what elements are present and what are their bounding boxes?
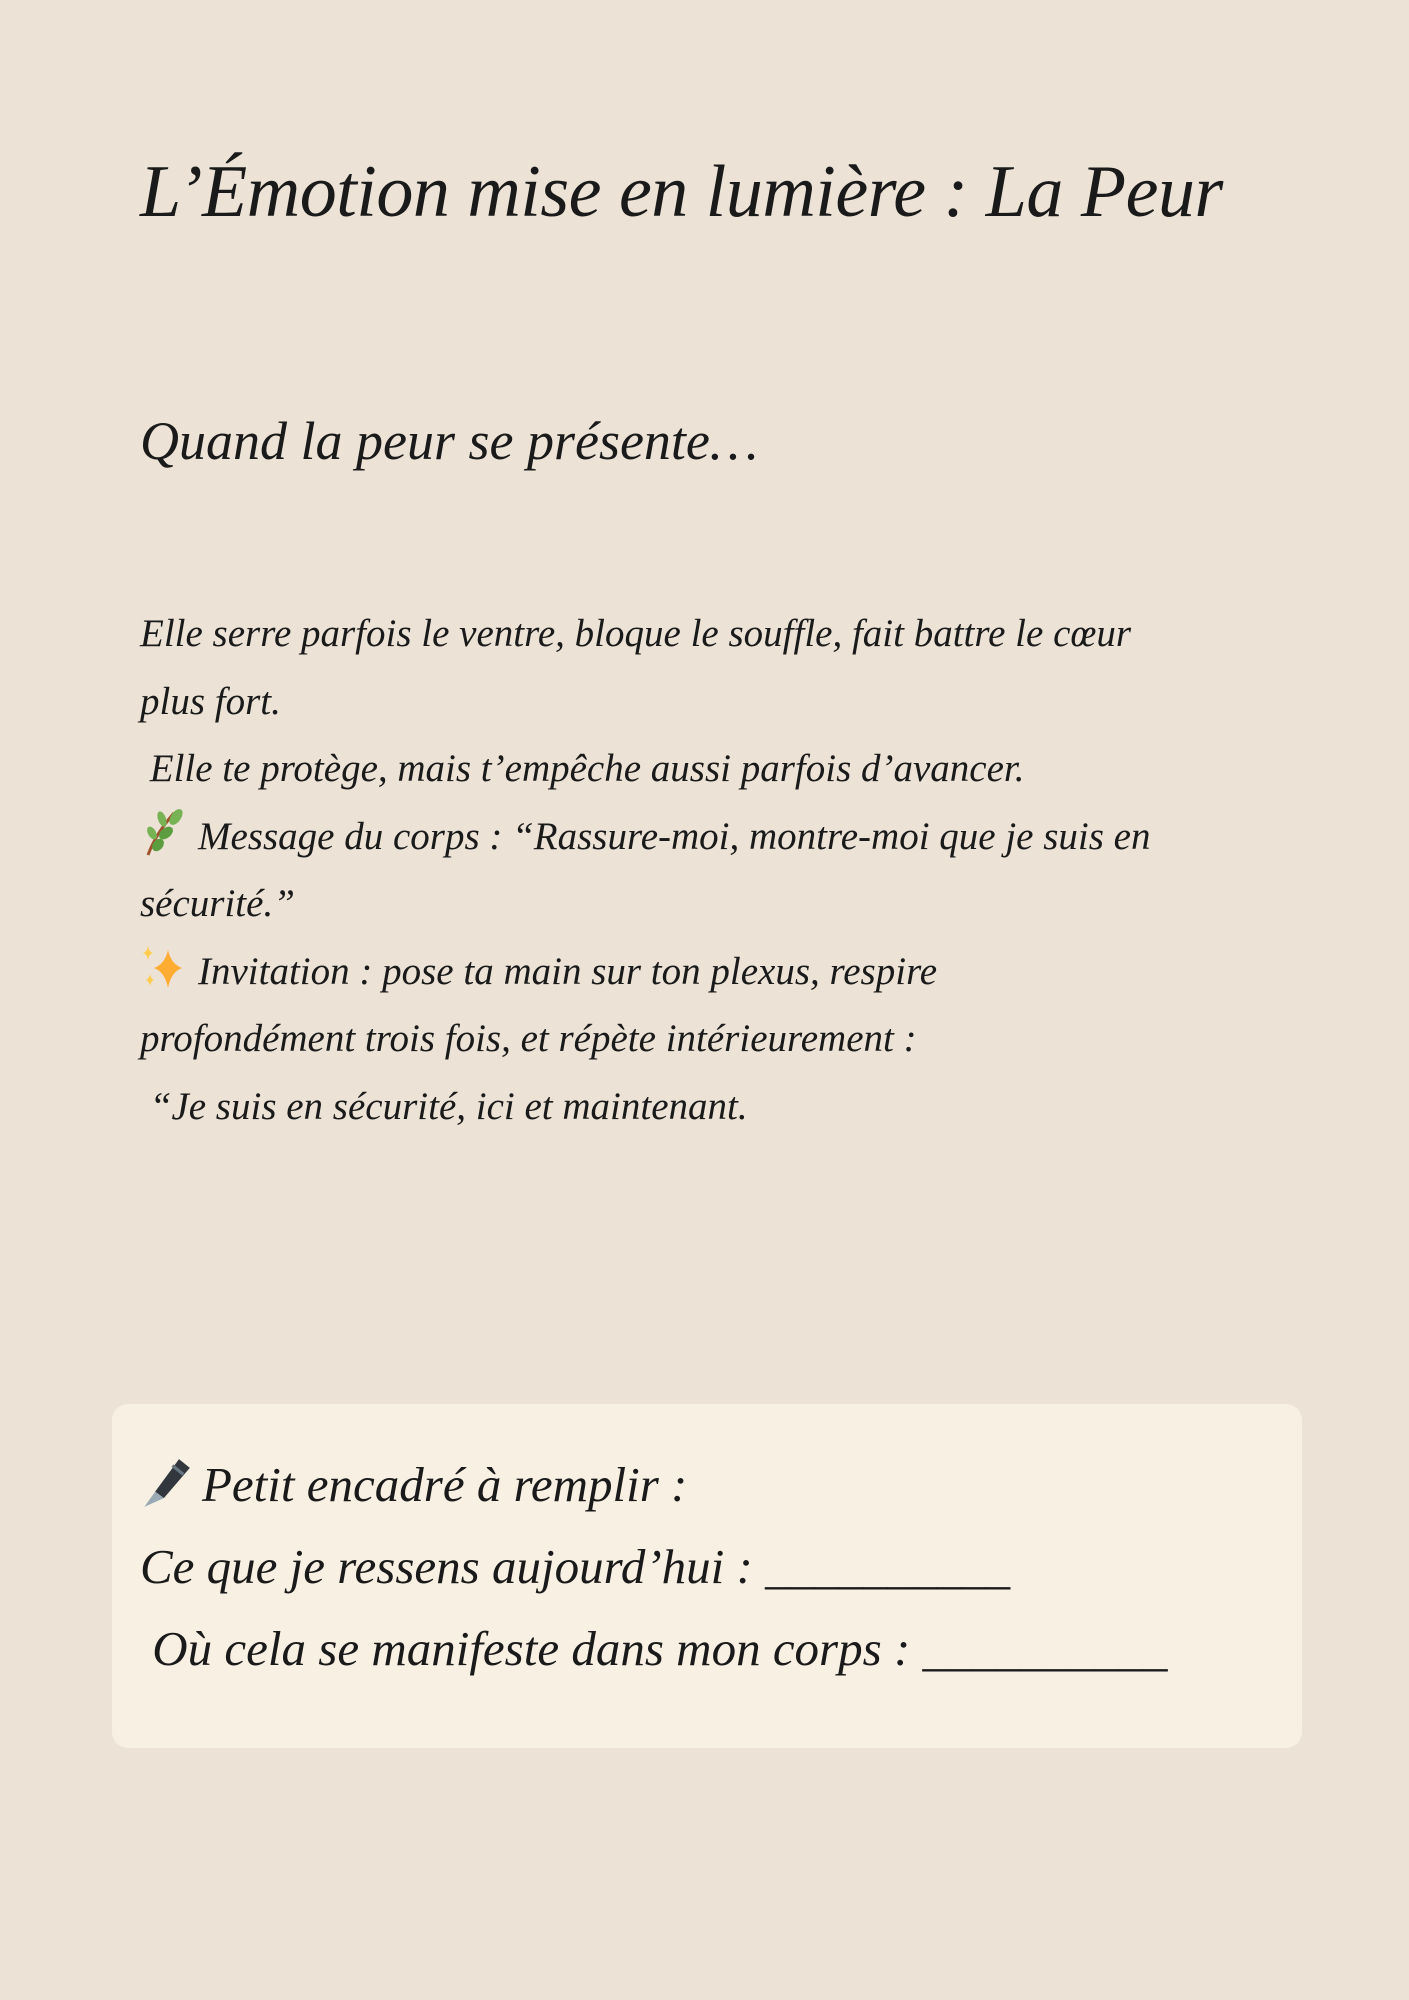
- invitation-text: Invitation : pose ta main sur ton plexus, respire: [198, 949, 938, 993]
- body-line-invitation: [140, 938, 1151, 1006]
- fountain-pen-icon: [140, 1457, 192, 1509]
- body-location-prompt[interactable]: Où cela se manifeste dans mon corps : __________: [140, 1621, 1168, 1676]
- body-line: profondément trois fois, et répète intérieurement :: [140, 1017, 917, 1060]
- fill-box-heading: [140, 1444, 1168, 1526]
- message-text: Message du corps : “Rassure-moi, montre-moi que je suis en: [198, 814, 1151, 858]
- body-line: plus fort.: [140, 679, 281, 723]
- sparkles-icon: [140, 944, 188, 992]
- body-line-message: [140, 803, 1151, 871]
- body-line: “Je suis en sécurité, ici et maintenant.: [140, 1084, 748, 1128]
- body-line: Elle te protège, mais t’empêche aussi parfois d’avancer.: [140, 747, 1025, 790]
- fill-box-heading-text: Petit encadré à remplir :: [202, 1457, 688, 1512]
- body-text: [140, 600, 1151, 1140]
- herb-icon: [140, 809, 188, 857]
- body-line: sécurité.”: [140, 882, 295, 925]
- section-subtitle: Quand la peur se présente…: [140, 411, 758, 471]
- feeling-prompt[interactable]: Ce que je ressens aujourd’hui : __________: [140, 1539, 1011, 1594]
- page-title: L’Émotion mise en lumière : La Peur: [140, 151, 1223, 233]
- body-line: Elle serre parfois le ventre, bloque le souffle, fait battre le cœur: [140, 612, 1132, 655]
- fill-in-box: [112, 1404, 1302, 1748]
